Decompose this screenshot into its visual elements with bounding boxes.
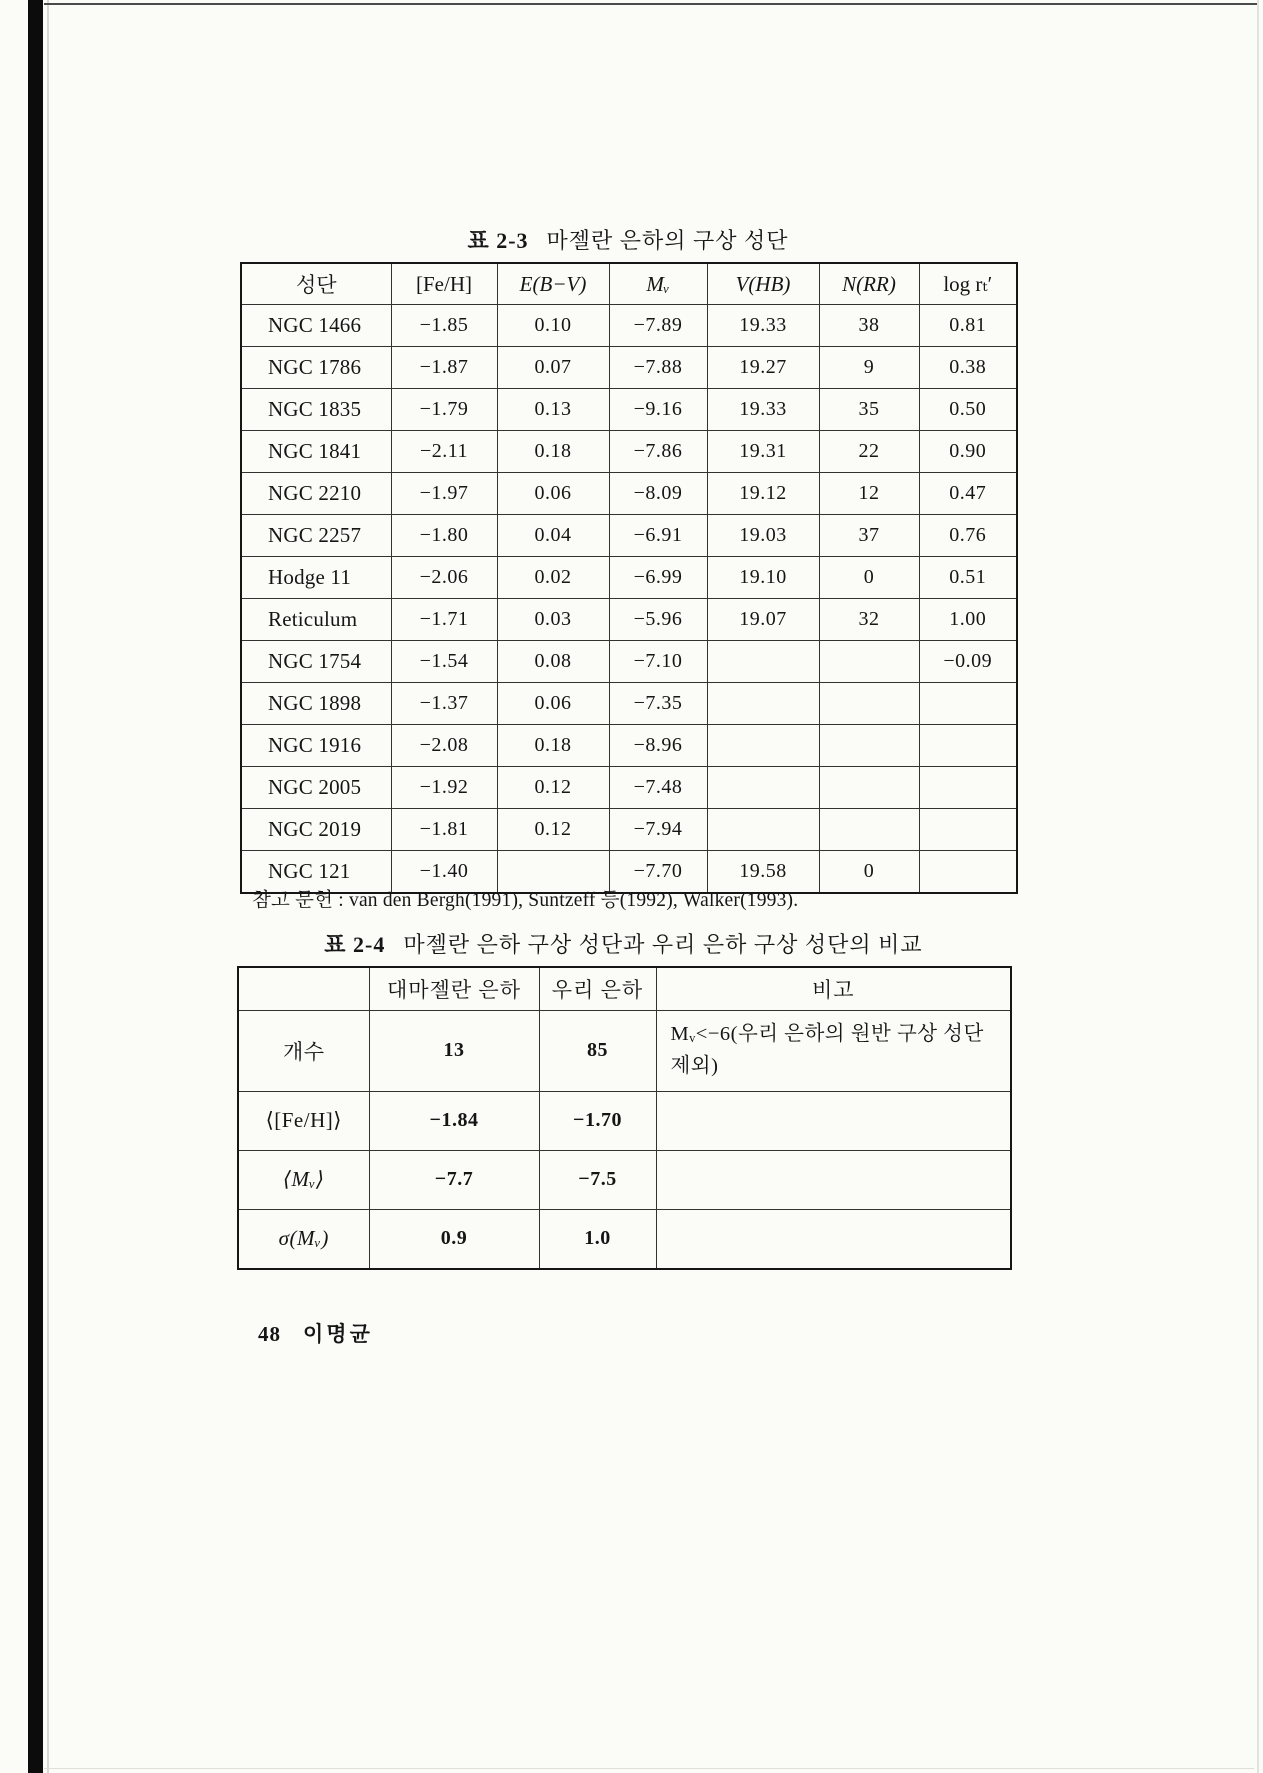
table-cell: 0.10: [497, 305, 609, 347]
column-header: log rₜ′: [919, 263, 1017, 305]
table-cell: NGC 2257: [241, 515, 391, 557]
table-cell: −1.80: [391, 515, 497, 557]
table-cell: NGC 1898: [241, 683, 391, 725]
column-header: 성단: [241, 263, 391, 305]
table-cell: −2.08: [391, 725, 497, 767]
table-cell: 0.07: [497, 347, 609, 389]
table-cell: NGC 1841: [241, 431, 391, 473]
table1-title-label: 표 2-3: [467, 228, 529, 253]
table-cell: 85: [539, 1011, 656, 1092]
table-cell: 19.58: [707, 851, 819, 894]
table-row: [238, 1091, 1011, 1150]
scan-edge-left-band: [28, 0, 43, 1773]
table-cell: [707, 683, 819, 725]
table-cell: −8.09: [609, 473, 707, 515]
table-cell: 0.12: [497, 767, 609, 809]
column-header: 비고: [656, 967, 1011, 1011]
table-cell: −1.84: [369, 1091, 539, 1150]
table-cell: 0.81: [919, 305, 1017, 347]
table-cell: 0: [819, 557, 919, 599]
table-row: [241, 305, 1017, 347]
author-name: 이명균: [303, 1322, 373, 1346]
table-row: [241, 725, 1017, 767]
table-cell: 19.07: [707, 599, 819, 641]
table-cell: σ(Mᵥ): [238, 1209, 369, 1269]
table-cell: [919, 767, 1017, 809]
column-header: V(HB): [707, 263, 819, 305]
table-cell: −2.11: [391, 431, 497, 473]
table-cell: 32: [819, 599, 919, 641]
table-cell: Hodge 11: [241, 557, 391, 599]
table-cell: 1.0: [539, 1209, 656, 1269]
table-cell: −0.09: [919, 641, 1017, 683]
table-cell: −1.81: [391, 809, 497, 851]
column-header: E(B−V): [497, 263, 609, 305]
table-cell: −1.70: [539, 1091, 656, 1150]
table-row: [241, 599, 1017, 641]
table-row: [238, 1150, 1011, 1209]
table-row: [238, 1209, 1011, 1269]
table-cell: [819, 767, 919, 809]
table-cell: −6.99: [609, 557, 707, 599]
table-cell: −1.87: [391, 347, 497, 389]
table-cell: ⟨Mᵥ⟩: [238, 1150, 369, 1209]
globular-clusters-table: [240, 262, 1018, 894]
table-cell: NGC 2005: [241, 767, 391, 809]
table-header-row: [238, 967, 1011, 1011]
comparison-table: [237, 966, 1012, 1270]
table-cell: 35: [819, 389, 919, 431]
table-cell: 0.38: [919, 347, 1017, 389]
page-number: 48: [258, 1322, 281, 1346]
table-cell: NGC 2019: [241, 809, 391, 851]
table-cell: 19.33: [707, 305, 819, 347]
table-cell: [707, 725, 819, 767]
table-cell: [707, 767, 819, 809]
scan-edge-right-line: [1257, 0, 1259, 1773]
table-row: [238, 1011, 1011, 1092]
table-cell: 19.33: [707, 389, 819, 431]
table-cell: 22: [819, 431, 919, 473]
table-cell: NGC 1835: [241, 389, 391, 431]
table-cell: 9: [819, 347, 919, 389]
table-row: [241, 347, 1017, 389]
table-cell: −7.7: [369, 1150, 539, 1209]
table-cell: −5.96: [609, 599, 707, 641]
table2-title-label: 표 2-4: [324, 932, 386, 957]
table2-title-text: 마젤란 은하 구상 성단과 우리 은하 구상 성단의 비교: [403, 932, 923, 957]
table-cell: [656, 1209, 1011, 1269]
table-cell: 0.90: [919, 431, 1017, 473]
table-row: [241, 557, 1017, 599]
table-cell: 0.76: [919, 515, 1017, 557]
table-cell: −9.16: [609, 389, 707, 431]
table-cell: −8.96: [609, 725, 707, 767]
table-cell: −1.79: [391, 389, 497, 431]
table-cell: −7.86: [609, 431, 707, 473]
table-cell: −7.10: [609, 641, 707, 683]
table-cell: 0.9: [369, 1209, 539, 1269]
table-cell: 개수: [238, 1011, 369, 1092]
table-cell: 0.06: [497, 473, 609, 515]
column-header: N(RR): [819, 263, 919, 305]
table-cell: −7.35: [609, 683, 707, 725]
table-cell: NGC 1466: [241, 305, 391, 347]
table-cell: −1.97: [391, 473, 497, 515]
references-note: 참고 문헌 : van den Bergh(1991), Suntzeff 등(1992), Walker(1993).: [252, 890, 799, 911]
table-cell: [707, 641, 819, 683]
table-cell: −6.91: [609, 515, 707, 557]
table-cell: [707, 809, 819, 851]
column-header: Mᵥ: [609, 263, 707, 305]
table-cell: [919, 725, 1017, 767]
table1-title-text: 마젤란 은하의 구상 성단: [546, 228, 789, 253]
table-cell: 0.02: [497, 557, 609, 599]
table-cell: 19.27: [707, 347, 819, 389]
table-cell: [819, 683, 919, 725]
table-cell: 19.12: [707, 473, 819, 515]
table-cell: [819, 809, 919, 851]
table-cell: 0.18: [497, 725, 609, 767]
table-cell: NGC 1754: [241, 641, 391, 683]
table-cell: 0.04: [497, 515, 609, 557]
table-cell: 0: [819, 851, 919, 894]
table-cell: −1.37: [391, 683, 497, 725]
table-cell: −1.54: [391, 641, 497, 683]
table-cell: 0.18: [497, 431, 609, 473]
table-cell: 37: [819, 515, 919, 557]
table-row: [241, 641, 1017, 683]
table-cell: Reticulum: [241, 599, 391, 641]
table-cell: NGC 1786: [241, 347, 391, 389]
table-cell: 0.03: [497, 599, 609, 641]
table2-title: [237, 928, 1010, 959]
table-cell: −7.70: [609, 851, 707, 894]
table-cell: 0.51: [919, 557, 1017, 599]
column-header: 우리 은하: [539, 967, 656, 1011]
table-cell: NGC 1916: [241, 725, 391, 767]
table-cell: −7.89: [609, 305, 707, 347]
table-cell: −7.48: [609, 767, 707, 809]
column-header: [238, 967, 369, 1011]
scan-edge-bottom-line: [44, 1768, 1254, 1769]
table-cell: 12: [819, 473, 919, 515]
table-row: [241, 683, 1017, 725]
column-header: [Fe/H]: [391, 263, 497, 305]
table-row: [241, 431, 1017, 473]
table-cell: [656, 1091, 1011, 1150]
table-cell: −1.85: [391, 305, 497, 347]
table-cell: 13: [369, 1011, 539, 1092]
table-cell: −1.40: [391, 851, 497, 894]
table-cell: 19.31: [707, 431, 819, 473]
table-cell: 19.03: [707, 515, 819, 557]
table-cell: 38: [819, 305, 919, 347]
table-cell: NGC 2210: [241, 473, 391, 515]
table-cell: [919, 809, 1017, 851]
table-cell: 0.13: [497, 389, 609, 431]
table-cell: [919, 851, 1017, 894]
table-cell: 0.50: [919, 389, 1017, 431]
table-row: [241, 515, 1017, 557]
table-cell: [919, 683, 1017, 725]
table-cell: −1.92: [391, 767, 497, 809]
table-row: [241, 767, 1017, 809]
table-cell: −7.88: [609, 347, 707, 389]
table-cell: ⟨[Fe/H]⟩: [238, 1091, 369, 1150]
column-header: 대마젤란 은하: [369, 967, 539, 1011]
table-cell: [656, 1150, 1011, 1209]
table-cell: 0.47: [919, 473, 1017, 515]
table-cell: 1.00: [919, 599, 1017, 641]
table-cell: −7.94: [609, 809, 707, 851]
table-cell: 19.10: [707, 557, 819, 599]
scan-edge-top-line: [44, 3, 1258, 5]
table-cell: [819, 641, 919, 683]
table-cell: −7.5: [539, 1150, 656, 1209]
page-footer: [258, 1318, 373, 1348]
table-cell: 0.12: [497, 809, 609, 851]
table-cell: −2.06: [391, 557, 497, 599]
table-row: [241, 809, 1017, 851]
table-cell: Mᵥ<−6(우리 은하의 원반 구상 성단 제외): [656, 1011, 1011, 1092]
scan-edge-left-line: [47, 0, 49, 1773]
table-header-row: [241, 263, 1017, 305]
table-cell: 0.06: [497, 683, 609, 725]
table1-title: [240, 224, 1016, 255]
table-cell: 0.08: [497, 641, 609, 683]
table-cell: NGC 121: [241, 851, 391, 894]
table-row: [241, 473, 1017, 515]
table-cell: [819, 725, 919, 767]
table-cell: −1.71: [391, 599, 497, 641]
table-row: [241, 389, 1017, 431]
